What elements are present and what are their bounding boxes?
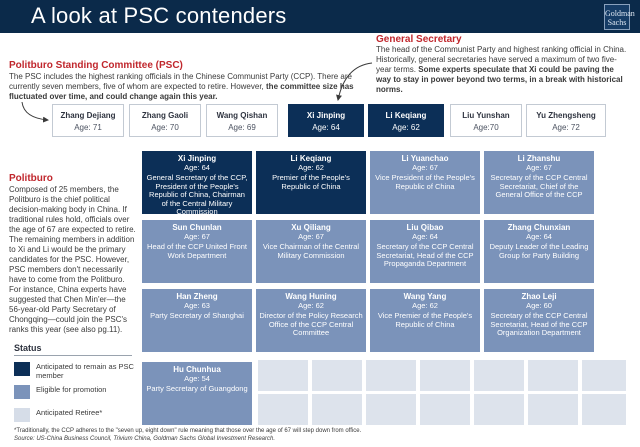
legend-label: Anticipated Retiree* [36,408,103,417]
status-legend-title: Status [14,343,132,356]
member-age: Age: 67 [412,163,438,172]
member-age: Age: 62 [298,301,324,310]
psc-member-name: Xi Jinping [306,111,346,120]
psc-member-name: Zhang Gaoli [141,111,189,120]
politburo-member-card [370,220,480,283]
member-age: Age: 64 [184,163,210,172]
psc-member-name: Wang Qishan [216,111,268,120]
member-name: Liu Qibao [406,223,444,232]
member-position: General Secretary of the CCP, President of the People's Republic of China, Chairman of the Central Military Commission [146,173,248,217]
retiree-tile [366,394,416,425]
psc-arrow [22,102,48,120]
member-position: Premier of the People's Republic of China [272,173,350,191]
general-secretary-title: General Secretary [376,34,462,45]
goldman-sachs-logo [604,4,635,30]
politburo-member-card [484,289,594,352]
member-name: Wang Huning [285,292,337,301]
member-name: Xu Qiliang [291,223,331,232]
retiree-tile [366,360,416,391]
legend-swatch [14,362,30,376]
legend-label: Anticipated to remain as PSC member [36,362,134,380]
psc-member-age: Age: 69 [228,123,256,132]
retiree-tile [312,394,362,425]
politburo-member-card [256,220,366,283]
general-secretary-text [376,45,631,95]
retiree-tile [528,360,578,391]
politburo-member-card [142,151,252,217]
member-position: Secretary of the CCP Central Secretariat, Head of the CCP Propaganda Department [376,242,474,269]
psc-member-age: Age: 64 [312,123,340,132]
psc-member-card [206,104,278,137]
politburo-text: Composed of 25 members, the Politburo is the chief political decision-making body in China. If traditional rules hold, officials over the age of 67 are expected to retire. The remaining members in addition to Xi and Li would be the primary candidates for the PSC. However, PSC members don't necessarily have to come from the Politburo. For instance, China experts have suggested that Chen Min'er—the 56-year-old Party Secretary of Chongqing—could join the PSC's ranks this year (see also pg.11). [9,185,136,334]
member-position: Deputy Leader of the Leading Group for Party Building [489,242,589,260]
legend-swatch [14,408,30,422]
member-name: Zhao Leji [521,292,557,301]
retiree-tile [474,394,524,425]
psc-member-name: Li Keqiang [385,111,427,120]
psc-text-normal: The PSC includes the highest ranking officials in the Chinese Communist Party (CCP). There are currently seven members, five of whom are expected to retire. However, [9,72,352,91]
gs-text-bold: Some experts speculate that Xi could be paving the way to stay in power beyond two terms, in a break with historical norms. [376,65,623,94]
member-name: Li Yuanchao [401,154,449,163]
member-position: Secretary of the CCP Central Secretariat, Head of the CCP Organization Department [490,311,588,338]
member-age: Age: 60 [526,301,552,310]
legend-label: Eligible for promotion [36,385,107,394]
psc-member-card [368,104,444,137]
retiree-tile [312,360,362,391]
member-age: Age: 67 [526,163,552,172]
psc-member-card-general-secretary [288,104,364,137]
psc-member-age: Age: 62 [392,123,420,132]
retiree-tile [258,394,308,425]
status-legend [14,343,132,425]
psc-member-card [52,104,124,137]
legend-item-psc [14,361,132,379]
politburo-member-card [142,362,252,425]
psc-section-text [9,72,369,102]
source-note [14,436,275,442]
psc-member-name: Yu Zhengsheng [536,111,596,120]
member-age: Age: 67 [298,232,324,241]
member-name: Wang Yang [403,292,447,301]
retiree-tile [258,360,308,391]
psc-member-name: Liu Yunshan [462,111,510,120]
member-position: Vice Premier of the People's Republic of China [377,311,473,329]
member-name: Zhang Chunxian [507,223,571,232]
psc-member-card [526,104,606,137]
retiree-tile [474,360,524,391]
politburo-member-card [256,151,366,214]
member-name: Sun Chunlan [172,223,222,232]
legend-item-eligible [14,384,132,402]
politburo-member-card [370,289,480,352]
member-position: Vice Chairman of the Central Military Commission [262,242,360,260]
retiree-tile [582,360,626,391]
member-age: Age: 62 [412,301,438,310]
header-banner [0,0,640,33]
legend-swatch [14,385,30,399]
psc-member-age: Age: 71 [74,123,102,132]
politburo-member-card [142,220,252,283]
page-title: A look at PSC contenders [31,3,287,28]
retiree-tile [582,394,626,425]
logo-text: Goldman Sachs [605,9,635,27]
member-name: Li Zhanshu [517,154,561,163]
politburo-member-card [142,289,252,352]
politburo-member-card [484,151,594,214]
retiree-tile [528,394,578,425]
member-age: Age: 63 [184,301,210,310]
footnote: *Traditionally, the CCP adheres to the "seven up, eight down" rule meaning that those over the age of 67 will step down from office. [14,428,362,434]
member-name: Han Zheng [176,292,218,301]
member-position: Vice President of the People's Republic of China [375,173,475,191]
politburo-member-card [256,289,366,352]
psc-section-title: Politburo Standing Committee (PSC) [9,60,183,71]
psc-member-age: Age: 70 [151,123,179,132]
member-position: Director of the Policy Research Office of the CCP Central Committee [259,311,363,338]
psc-member-card [129,104,201,137]
psc-member-card [450,104,522,137]
member-name: Hu Chunhua [173,365,221,374]
psc-member-age: Age: 72 [552,123,580,132]
psc-member-age: Age:70 [473,123,499,132]
gs-text-normal: The head of the Communist Party and highest ranking official in China. Historically, general secretaries have served a maximum of two five-year terms. [376,45,627,74]
psc-text-bold: the committee size has fluctuated over time, and could change again this year. [9,82,354,101]
psc-member-name: Zhang Dejiang [60,111,116,120]
member-age: Age: 62 [298,163,324,172]
retiree-tile [420,394,470,425]
member-position: Secretary of the CCP Central Secretariat, Chief of the General Office of the CCP [490,173,588,200]
member-age: Age: 54 [184,374,210,383]
member-position: Head of the CCP United Front Work Department [147,242,247,260]
retiree-tile [420,360,470,391]
member-age: Age: 64 [526,232,552,241]
member-position: Party Secretary of Shanghai [150,311,244,320]
member-name: Xi Jinping [177,154,217,163]
source-text: Source: US-China Business Council, Trivium China, Goldman Sachs Global Investment Research. [14,436,275,442]
member-name: Li Keqiang [290,154,332,163]
member-age: Age: 64 [412,232,438,241]
politburo-member-card [370,151,480,214]
politburo-member-card [484,220,594,283]
legend-item-retiree [14,407,132,425]
member-age: Age: 67 [184,232,210,241]
member-position: Party Secretary of Guangdong [146,384,248,393]
politburo-title: Politburo [9,173,53,184]
